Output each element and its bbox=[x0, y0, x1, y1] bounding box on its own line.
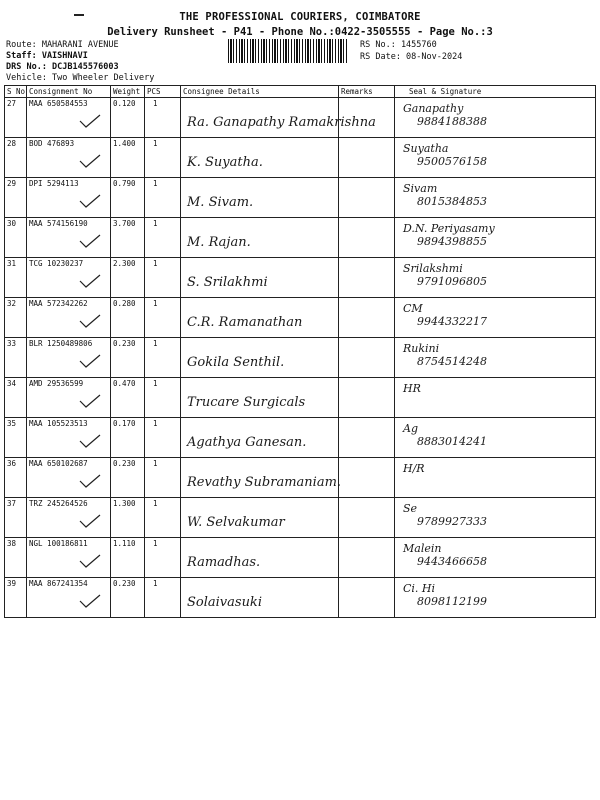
remarks-cell bbox=[339, 498, 395, 538]
consignment-cell: MAA 574156190 bbox=[27, 218, 111, 258]
table-row bbox=[5, 378, 596, 418]
check-mark-icon bbox=[79, 434, 101, 448]
signature: Ci. Hi bbox=[403, 582, 436, 595]
table-row bbox=[5, 418, 596, 458]
consignment-cell: BOD 476893 bbox=[27, 138, 111, 178]
sno-cell: 34 bbox=[5, 378, 27, 418]
consignment-cell: MAA 650584553 bbox=[27, 98, 111, 138]
col-remarks: Remarks bbox=[339, 86, 395, 98]
consignee-name: S. Srilakhmi bbox=[187, 275, 268, 290]
col-consignment: Consignment No bbox=[27, 86, 111, 98]
remarks-cell bbox=[339, 458, 395, 498]
pcs-cell: 1 bbox=[145, 178, 181, 218]
weight-cell: 0.280 bbox=[111, 298, 145, 338]
weight-cell: 0.170 bbox=[111, 418, 145, 458]
signature: HR bbox=[403, 382, 421, 395]
phone-number: 8754514248 bbox=[417, 355, 487, 368]
check-mark-icon bbox=[79, 114, 101, 128]
table-row bbox=[5, 178, 596, 218]
rs-number: RS No.: 1455760 bbox=[360, 40, 437, 50]
col-consignee: Consignee Details bbox=[181, 86, 339, 98]
consignment-cell: MAA 105523513 bbox=[27, 418, 111, 458]
pcs-cell: 1 bbox=[145, 338, 181, 378]
vehicle-label: Vehicle: Two Wheeler Delivery bbox=[6, 73, 155, 83]
check-mark-icon bbox=[79, 554, 101, 568]
signature-cell bbox=[395, 498, 596, 538]
sno-cell: 37 bbox=[5, 498, 27, 538]
consignee-cell bbox=[181, 418, 339, 458]
signature-cell bbox=[395, 578, 596, 618]
rs-date: RS Date: 08-Nov-2024 bbox=[360, 52, 463, 62]
route-label: Route: MAHARANI AVENUE bbox=[6, 40, 119, 50]
consignee-cell bbox=[181, 98, 376, 138]
weight-cell: 1.300 bbox=[111, 498, 145, 538]
signature: H/R bbox=[403, 462, 425, 475]
consignment-cell: MAA 650102687 bbox=[27, 458, 111, 498]
consignment-cell: BLR 1250489806 bbox=[27, 338, 111, 378]
signature-cell bbox=[395, 378, 596, 418]
signature: Ganapathy bbox=[403, 102, 464, 115]
weight-cell: 0.230 bbox=[111, 338, 145, 378]
pcs-cell: 1 bbox=[145, 458, 181, 498]
consignee-cell bbox=[181, 458, 342, 498]
sno-cell: 36 bbox=[5, 458, 27, 498]
consignment-cell: TRZ 245264526 bbox=[27, 498, 111, 538]
phone-number: 9884188388 bbox=[417, 115, 487, 128]
consignee-name: C.R. Ramanathan bbox=[187, 315, 303, 330]
consignee-cell bbox=[181, 378, 339, 418]
consignment-cell: MAA 867241354 bbox=[27, 578, 111, 618]
consignee-name: W. Selvakumar bbox=[187, 515, 285, 530]
consignee-name: Revathy Subramaniam. bbox=[187, 475, 342, 490]
consignee-cell bbox=[181, 538, 339, 578]
remarks-cell bbox=[339, 378, 395, 418]
signature: Rukini bbox=[403, 342, 440, 355]
signature: Suyatha bbox=[403, 142, 449, 155]
check-mark-icon bbox=[79, 474, 101, 488]
consignee-name: Trucare Surgicals bbox=[187, 395, 306, 410]
consignment-cell: MAA 572342262 bbox=[27, 298, 111, 338]
consignee-cell bbox=[181, 258, 339, 298]
weight-cell: 0.230 bbox=[111, 458, 145, 498]
consignment-cell: TCG 10230237 bbox=[27, 258, 111, 298]
col-signature: Seal & Signature bbox=[395, 86, 596, 98]
signature: D.N. Periyasamy bbox=[403, 222, 495, 235]
check-mark-icon bbox=[79, 154, 101, 168]
check-mark-icon bbox=[79, 514, 101, 528]
table-row bbox=[5, 498, 596, 538]
consignment-cell: AMD 29536599 bbox=[27, 378, 111, 418]
signature: Srilakshmi bbox=[403, 262, 463, 275]
runsheet-table bbox=[4, 85, 596, 618]
remarks-cell bbox=[339, 338, 395, 378]
weight-cell: 0.230 bbox=[111, 578, 145, 618]
pcs-cell: 1 bbox=[145, 98, 181, 138]
sno-cell: 31 bbox=[5, 258, 27, 298]
remarks-cell bbox=[339, 538, 395, 578]
signature-cell bbox=[395, 298, 596, 338]
remarks-cell bbox=[339, 218, 395, 258]
sno-cell: 39 bbox=[5, 578, 27, 618]
col-sno: S No bbox=[5, 86, 27, 98]
check-mark-icon bbox=[79, 274, 101, 288]
company-title: THE PROFESSIONAL COURIERS, COIMBATORE bbox=[179, 11, 421, 23]
pcs-cell: 1 bbox=[145, 378, 181, 418]
pcs-cell: 1 bbox=[145, 578, 181, 618]
drs-label: DRS No.: DCJB145576003 bbox=[6, 62, 119, 72]
phone-number: 9894398855 bbox=[417, 235, 487, 248]
phone-number: 8015384853 bbox=[417, 195, 487, 208]
weight-cell: 1.400 bbox=[111, 138, 145, 178]
pcs-cell: 1 bbox=[145, 538, 181, 578]
pcs-cell: 1 bbox=[145, 298, 181, 338]
table-row bbox=[5, 338, 596, 378]
signature-cell bbox=[395, 258, 596, 298]
consignment-cell: NGL 100186811 bbox=[27, 538, 111, 578]
consignee-cell bbox=[181, 578, 339, 618]
weight-cell: 2.300 bbox=[111, 258, 145, 298]
signature-cell bbox=[395, 418, 596, 458]
remarks-cell bbox=[339, 578, 395, 618]
phone-number: 9789927333 bbox=[417, 515, 487, 528]
remarks-cell bbox=[339, 178, 395, 218]
barcode-image bbox=[228, 39, 348, 63]
col-weight: Weight bbox=[111, 86, 145, 98]
weight-cell: 3.700 bbox=[111, 218, 145, 258]
sno-cell: 33 bbox=[5, 338, 27, 378]
signature-cell bbox=[395, 338, 596, 378]
table-row bbox=[5, 538, 596, 578]
runsheet-subtitle: Delivery Runsheet - P41 - Phone No.:0422-3505555 - Page No.:3 bbox=[107, 26, 493, 38]
weight-cell: 0.470 bbox=[111, 378, 145, 418]
phone-number: 8098112199 bbox=[417, 595, 487, 608]
sno-cell: 32 bbox=[5, 298, 27, 338]
pcs-cell: 1 bbox=[145, 138, 181, 178]
table-row bbox=[5, 578, 596, 618]
weight-cell: 0.120 bbox=[111, 98, 145, 138]
consignee-name: K. Suyatha. bbox=[187, 155, 263, 170]
weight-cell: 1.110 bbox=[111, 538, 145, 578]
consignee-cell bbox=[181, 178, 339, 218]
check-mark-icon bbox=[79, 594, 101, 608]
phone-number: 9500576158 bbox=[417, 155, 487, 168]
consignee-name: M. Rajan. bbox=[187, 235, 251, 250]
pcs-cell: 1 bbox=[145, 258, 181, 298]
check-mark-icon bbox=[79, 354, 101, 368]
remarks-cell bbox=[339, 258, 395, 298]
sno-cell: 28 bbox=[5, 138, 27, 178]
signature-cell bbox=[395, 178, 596, 218]
weight-cell: 0.790 bbox=[111, 178, 145, 218]
pcs-cell: 1 bbox=[145, 218, 181, 258]
consignee-name: Ra. Ganapathy Ramakrishna bbox=[187, 115, 376, 130]
signature-cell bbox=[395, 138, 596, 178]
phone-number: 9443466658 bbox=[417, 555, 487, 568]
col-pcs: PCS bbox=[145, 86, 181, 98]
consignment-cell: DPI 5294113 bbox=[27, 178, 111, 218]
signature: Ag bbox=[403, 422, 418, 435]
remarks-cell bbox=[339, 418, 395, 458]
table-row bbox=[5, 218, 596, 258]
phone-number: 8883014241 bbox=[417, 435, 487, 448]
signature-cell bbox=[395, 538, 596, 578]
signature: CM bbox=[403, 302, 423, 315]
consignee-name: Ramadhas. bbox=[187, 555, 261, 570]
consignee-cell bbox=[181, 498, 339, 538]
signature-cell bbox=[395, 218, 596, 258]
check-mark-icon bbox=[79, 234, 101, 248]
pcs-cell: 1 bbox=[145, 498, 181, 538]
consignee-cell bbox=[181, 138, 339, 178]
sno-cell: 27 bbox=[5, 98, 27, 138]
check-mark-icon bbox=[79, 314, 101, 328]
sno-cell: 38 bbox=[5, 538, 27, 578]
check-mark-icon bbox=[79, 394, 101, 408]
phone-number: 9791096805 bbox=[417, 275, 487, 288]
consignee-cell bbox=[181, 218, 339, 258]
signature: Sivam bbox=[403, 182, 438, 195]
consignee-cell bbox=[181, 298, 339, 338]
check-mark-icon bbox=[79, 194, 101, 208]
table-header-row bbox=[5, 86, 596, 98]
consignee-name: Gokila Senthil. bbox=[187, 355, 285, 370]
pcs-cell: 1 bbox=[145, 418, 181, 458]
table-row bbox=[5, 258, 596, 298]
remarks-cell bbox=[339, 298, 395, 338]
table-row bbox=[5, 298, 596, 338]
signature-cell bbox=[395, 458, 596, 498]
signature-cell bbox=[395, 98, 596, 138]
signature: Malein bbox=[403, 542, 442, 555]
table-row bbox=[5, 98, 596, 138]
sno-cell: 35 bbox=[5, 418, 27, 458]
consignee-cell bbox=[181, 338, 339, 378]
sno-cell: 30 bbox=[5, 218, 27, 258]
sno-cell: 29 bbox=[5, 178, 27, 218]
consignee-name: Solaivasuki bbox=[187, 595, 262, 610]
table-row bbox=[5, 458, 596, 498]
consignee-name: M. Sivam. bbox=[187, 195, 254, 210]
table-row bbox=[5, 138, 596, 178]
signature: Se bbox=[403, 502, 418, 515]
staff-label: Staff: VAISHNAVI bbox=[6, 51, 88, 61]
remarks-cell bbox=[339, 138, 395, 178]
consignee-name: Agathya Ganesan. bbox=[187, 435, 307, 450]
phone-number: 9944332217 bbox=[417, 315, 487, 328]
